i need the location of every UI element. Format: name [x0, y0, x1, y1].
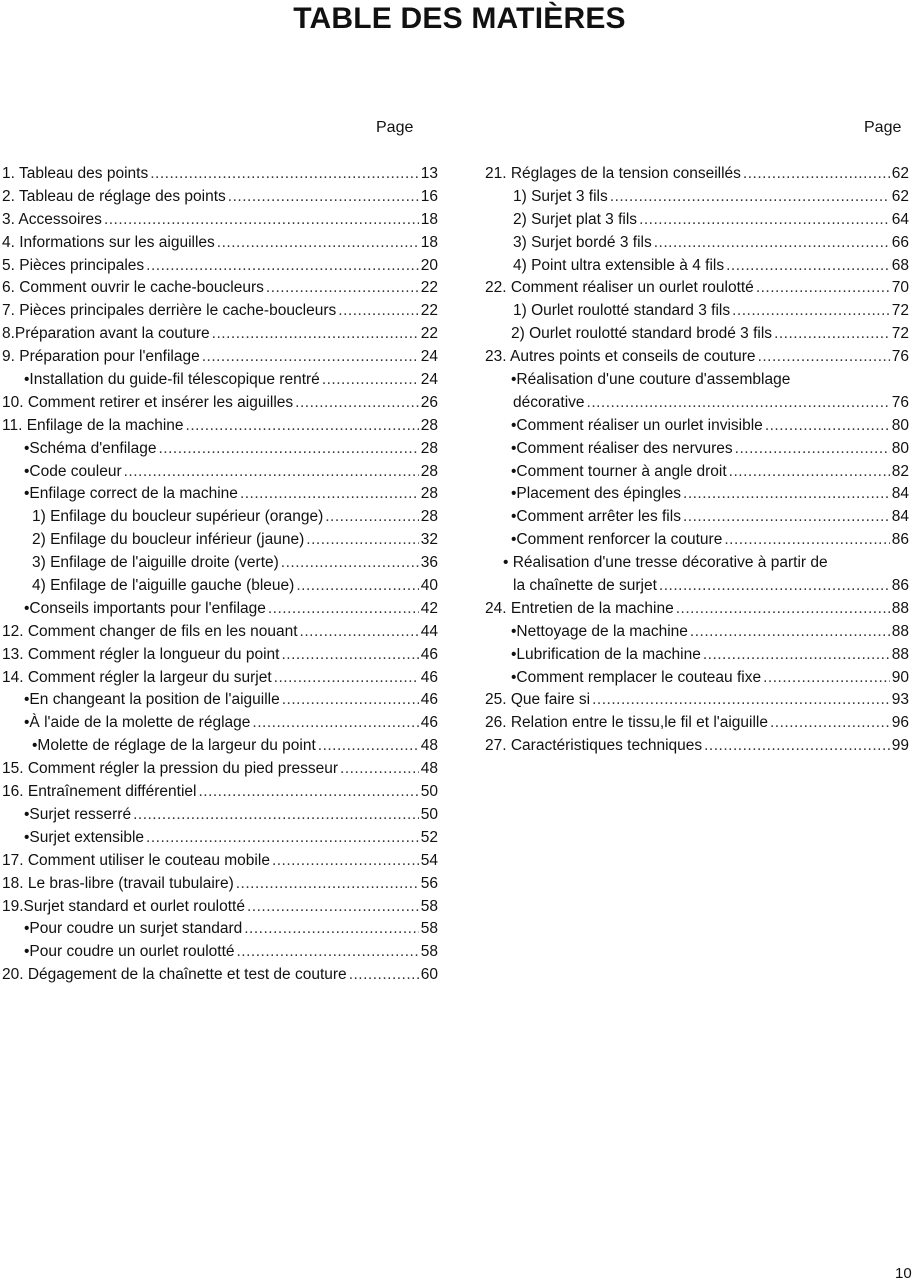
dot-leader	[765, 415, 890, 438]
toc-entry-page: 82	[891, 462, 909, 480]
dot-leader	[150, 163, 419, 186]
toc-entry-page: 42	[420, 599, 438, 617]
toc-entry-title: •Réalisation d'une couture d'assemblage	[511, 371, 791, 389]
toc-entry-page: 32	[420, 531, 438, 549]
toc-entry	[485, 209, 909, 232]
toc-entry	[2, 689, 438, 712]
toc-entry-title: 3. Accessoires	[2, 210, 102, 228]
toc-entry	[485, 644, 909, 667]
toc-entry-page: 88	[891, 622, 909, 640]
toc-entry	[485, 415, 909, 438]
dot-leader	[318, 735, 419, 758]
toc-entry	[2, 758, 438, 781]
toc-entry-title: 25. Que faire si	[485, 691, 591, 709]
toc-entry-title: 8.Préparation avant la couture	[2, 325, 210, 343]
toc-entry	[485, 163, 909, 186]
dot-leader	[281, 552, 419, 575]
dot-leader	[338, 300, 418, 323]
toc-entry-title: 1) Ourlet roulotté standard 3 fils	[513, 302, 731, 320]
dot-leader	[703, 644, 890, 667]
toc-entry	[485, 323, 909, 346]
toc-entry-title: •Surjet resserré	[24, 805, 132, 823]
toc-entry-title: •Comment arrêter les fils	[511, 508, 681, 526]
toc-entry-page: 86	[891, 577, 909, 595]
toc-entry-title: •Comment tourner à angle droit	[511, 462, 727, 480]
toc-entry	[485, 689, 909, 712]
toc-entry-title: 9. Préparation pour l'enfilage	[2, 348, 200, 366]
toc-entry-page: 48	[420, 737, 438, 755]
dot-leader	[349, 964, 419, 987]
dot-leader	[133, 804, 419, 827]
toc-entry-title: •Comment réaliser un ourlet invisible	[511, 416, 763, 434]
page-column-header-left: Page	[376, 119, 414, 136]
dot-leader	[296, 575, 418, 598]
toc-entry-page: 28	[420, 485, 438, 503]
toc-entry-title: •Nettoyage de la machine	[511, 622, 688, 640]
toc-entry	[2, 461, 438, 484]
toc-entry-title: •À l'aide de la molette de réglage	[24, 714, 251, 732]
toc-entry	[2, 575, 438, 598]
toc-entry-title: 20. Dégagement de la chaînette et test de couture	[2, 966, 347, 984]
dot-leader	[676, 598, 890, 621]
dot-leader	[683, 483, 890, 506]
dot-leader	[322, 369, 419, 392]
toc-entry-title: 27. Caractéristiques techniques	[485, 737, 703, 755]
toc-entry	[2, 781, 438, 804]
toc-entry-title: 2) Enfilage du boucleur inférieur (jaune)	[32, 531, 305, 549]
toc-entry-page: 90	[891, 668, 909, 686]
toc-entry-title: 4) Enfilage de l'aiguille gauche (bleue)	[32, 577, 295, 595]
toc-entry	[2, 369, 438, 392]
toc-entry-page: 58	[420, 943, 438, 961]
toc-entry	[2, 392, 438, 415]
dot-leader	[587, 392, 890, 415]
dot-leader	[690, 621, 890, 644]
toc-entry	[485, 712, 909, 735]
toc-entry-page: 84	[891, 508, 909, 526]
toc-entry-page: 22	[420, 279, 438, 297]
toc-entry	[485, 461, 909, 484]
toc-entry	[2, 621, 438, 644]
dot-leader	[244, 918, 419, 941]
toc-entry-title: •Enfilage correct de la machine	[24, 485, 238, 503]
toc-entry	[2, 483, 438, 506]
toc-entry-page: 28	[420, 462, 438, 480]
toc-entry	[485, 255, 909, 278]
toc-entry	[485, 735, 909, 758]
dot-leader	[266, 277, 419, 300]
dot-leader	[683, 506, 890, 529]
toc-entry-title: 12. Comment changer de fils en les nouant	[2, 622, 298, 640]
toc-entry	[2, 667, 438, 690]
toc-entry-title: •Conseils importants pour l'enfilage	[24, 599, 266, 617]
toc-entry-title: 10. Comment retirer et insérer les aiguilles	[2, 393, 294, 411]
toc-entry-page: 50	[420, 805, 438, 823]
toc-entry-title: 18. Le bras-libre (travail tubulaire)	[2, 874, 234, 892]
dot-leader	[659, 575, 890, 598]
dot-leader	[735, 438, 890, 461]
toc-entry	[2, 552, 438, 575]
toc-entry	[2, 346, 438, 369]
dot-leader	[217, 232, 419, 255]
dot-leader	[272, 850, 419, 873]
toc-entry	[2, 529, 438, 552]
dot-leader	[639, 209, 890, 232]
toc-entry	[2, 323, 438, 346]
toc-entry-page: 58	[420, 897, 438, 915]
toc-entry-page: 13	[420, 165, 438, 182]
dot-leader	[340, 758, 419, 781]
toc-entry	[485, 346, 909, 369]
dot-leader	[300, 621, 419, 644]
toc-entry	[2, 918, 438, 941]
toc-entry-title: 5. Pièces principales	[2, 256, 145, 274]
toc-entry-title: 7. Pièces principales derrière le cache-boucleurs	[2, 302, 337, 320]
toc-entry	[2, 804, 438, 827]
toc-right-column	[485, 163, 909, 758]
toc-entry-page: 52	[420, 828, 438, 846]
toc-entry-title: 1) Enfilage du boucleur supérieur (orange)	[32, 508, 324, 526]
toc-entry-page: 68	[891, 256, 909, 274]
toc-entry-page: 46	[420, 645, 438, 663]
toc-entry	[485, 552, 909, 575]
toc-entry-page: 28	[420, 439, 438, 457]
page-column-header-right: Page	[864, 119, 902, 136]
dot-leader	[146, 827, 419, 850]
dot-leader	[704, 735, 890, 758]
toc-entry-title: 4. Informations sur les aiguilles	[2, 233, 215, 251]
toc-entry-title: • Réalisation d'une tresse décorative à partir de	[503, 554, 828, 572]
toc-entry-page: 88	[891, 599, 909, 617]
toc-entry	[2, 964, 438, 987]
toc-entry-title: 6. Comment ouvrir le cache-boucleurs	[2, 279, 264, 297]
toc-entry	[485, 598, 909, 621]
toc-entry-page: 36	[420, 554, 438, 572]
toc-entry-title: •Comment remplacer le couteau fixe	[511, 668, 762, 686]
toc-entry-title: •Schéma d'enfilage	[24, 439, 157, 457]
toc-entry	[485, 438, 909, 461]
dot-leader	[212, 323, 419, 346]
toc-entry	[485, 232, 909, 255]
toc-entry	[2, 896, 438, 919]
toc-entry-title: •Code couleur	[24, 462, 122, 480]
toc-entry	[2, 941, 438, 964]
toc-entry-title: •Pour coudre un surjet standard	[24, 920, 243, 938]
toc-entry-page: 72	[891, 325, 909, 343]
toc-entry-page: 18	[420, 210, 438, 228]
toc-entry-page: 44	[420, 622, 438, 640]
toc-entry-page: 46	[420, 691, 438, 709]
toc-entry-page: 62	[891, 165, 909, 182]
toc-entry-title: 16. Entraînement différentiel	[2, 783, 197, 801]
toc-entry-page: 70	[891, 279, 909, 297]
dot-leader	[654, 232, 890, 255]
toc-entry-page: 56	[420, 874, 438, 892]
toc-entry-page: 24	[420, 348, 438, 366]
toc-entry	[2, 598, 438, 621]
dot-leader	[268, 598, 419, 621]
toc-entry-page: 54	[420, 851, 438, 869]
toc-entry-title: •Installation du guide-fil télescopique rentré	[24, 371, 320, 389]
dot-leader	[756, 277, 890, 300]
dot-leader	[281, 644, 418, 667]
toc-entry-page: 22	[420, 325, 438, 343]
toc-entry-page: 62	[891, 187, 909, 205]
toc-entry	[485, 506, 909, 529]
toc-entry-page: 64	[891, 210, 909, 228]
toc-entry	[2, 438, 438, 461]
toc-entry-page: 96	[891, 714, 909, 732]
dot-leader	[774, 323, 890, 346]
dot-leader	[325, 506, 419, 529]
toc-left-column	[2, 163, 438, 987]
toc-entry-page: 46	[420, 668, 438, 686]
toc-entry-page: 18	[420, 233, 438, 251]
toc-entry-title: 19.Surjet standard et ourlet roulotté	[2, 897, 245, 915]
toc-entry-page: 66	[891, 233, 909, 251]
page-title: TABLE DES MATIÈRES	[293, 2, 626, 35]
toc-entry	[2, 735, 438, 758]
toc-entry-page: 24	[420, 371, 438, 389]
toc-entry-title: 4) Point ultra extensible à 4 fils	[513, 256, 725, 274]
dot-leader	[758, 346, 890, 369]
toc-entry-title: •Surjet extensible	[24, 828, 145, 846]
toc-entry-page: 84	[891, 485, 909, 503]
dot-leader	[104, 209, 419, 232]
toc-entry-title: 24. Entretien de la machine	[485, 599, 674, 617]
dot-leader	[186, 415, 419, 438]
dot-leader	[306, 529, 418, 552]
toc-entry-title: 2) Surjet plat 3 fils	[513, 210, 638, 228]
dot-leader	[236, 873, 419, 896]
toc-entry	[485, 369, 909, 392]
toc-entry-title: •Pour coudre un ourlet roulotté	[24, 943, 235, 961]
toc-entry-title: 21. Réglages de la tension conseillés	[485, 165, 741, 182]
toc-entry-title: 1) Surjet 3 fils	[513, 187, 608, 205]
toc-entry-title: 23. Autres points et conseils de couture	[485, 348, 756, 366]
dot-leader	[237, 941, 419, 964]
dot-leader	[198, 781, 418, 804]
toc-entry	[2, 163, 438, 186]
toc-entry	[485, 529, 909, 552]
toc-entry-title: 2) Ourlet roulotté standard brodé 3 fils	[511, 325, 773, 343]
toc-entry	[485, 667, 909, 690]
toc-entry-page: 72	[891, 302, 909, 320]
toc-entry-title: •Comment renforcer la couture	[511, 531, 723, 549]
toc-entry	[485, 621, 909, 644]
toc-entry-page: 50	[420, 783, 438, 801]
toc-entry	[2, 712, 438, 735]
toc-entry-title: •Lubrification de la machine	[511, 645, 701, 663]
dot-leader	[610, 186, 890, 209]
dot-leader	[770, 712, 890, 735]
toc-entry	[2, 644, 438, 667]
dot-leader	[726, 255, 890, 278]
toc-entry-page: 58	[420, 920, 438, 938]
toc-entry-title: 14. Comment régler la largeur du surjet	[2, 668, 272, 686]
dot-leader	[274, 667, 419, 690]
toc-entry-title: 15. Comment régler la pression du pied presseur	[2, 760, 339, 778]
toc-entry	[485, 300, 909, 323]
dot-leader	[228, 186, 419, 209]
dot-leader	[247, 896, 419, 919]
toc-entry	[2, 186, 438, 209]
toc-entry-title: 13. Comment régler la longueur du point	[2, 645, 280, 663]
toc-entry-page: 60	[420, 966, 438, 984]
toc-entry	[2, 506, 438, 529]
dot-leader	[146, 255, 419, 278]
dot-leader	[295, 392, 419, 415]
toc-entry-page: 80	[891, 416, 909, 434]
toc-entry	[485, 277, 909, 300]
toc-entry-page: 20	[420, 256, 438, 274]
toc-entry-title: 17. Comment utiliser le couteau mobile	[2, 851, 270, 869]
dot-leader	[763, 667, 890, 690]
toc-entry	[485, 483, 909, 506]
toc-entry-page: 28	[420, 416, 438, 434]
toc-entry	[2, 300, 438, 323]
dot-leader	[743, 163, 890, 186]
toc-entry-page: 46	[420, 714, 438, 732]
dot-leader	[282, 689, 419, 712]
toc-entry	[485, 392, 909, 415]
toc-entry-title: •En changeant la position de l'aiguille	[24, 691, 280, 709]
toc-entry-title: 26. Relation entre le tissu,le fil et l'aiguille	[485, 714, 768, 732]
toc-entry-title: 22. Comment réaliser un ourlet roulotté	[485, 279, 754, 297]
toc-entry-page: 22	[420, 302, 438, 320]
toc-entry-title: 11. Enfilage de la machine	[2, 416, 184, 434]
toc-entry	[2, 277, 438, 300]
toc-entry	[2, 827, 438, 850]
dot-leader	[202, 346, 419, 369]
toc-entry-title: la chaînette de surjet	[513, 577, 657, 595]
toc-entry-page: 88	[891, 645, 909, 663]
dot-leader	[240, 483, 419, 506]
toc-entry-page: 76	[891, 348, 909, 366]
toc-entry	[485, 186, 909, 209]
page-number: 10	[895, 1265, 912, 1282]
toc-entry-page: 76	[891, 393, 909, 411]
toc-entry-title: 3) Surjet bordé 3 fils	[513, 233, 652, 251]
toc-entry	[2, 415, 438, 438]
toc-entry-page: 80	[891, 439, 909, 457]
toc-entry	[2, 209, 438, 232]
dot-leader	[732, 300, 890, 323]
toc-entry	[2, 232, 438, 255]
toc-entry-page: 93	[891, 691, 909, 709]
toc-entry-title: •Molette de réglage de la largeur du point	[32, 737, 316, 755]
toc-entry	[485, 575, 909, 598]
toc-entry-title: •Placement des épingles	[511, 485, 682, 503]
toc-entry-page: 28	[420, 508, 438, 526]
toc-entry-page: 99	[891, 737, 909, 755]
dot-leader	[158, 438, 418, 461]
toc-entry-title: •Comment réaliser des nervures	[511, 439, 733, 457]
toc-entry-title: décorative	[513, 393, 585, 411]
toc-entry-page: 86	[891, 531, 909, 549]
toc-entry-title: 3) Enfilage de l'aiguille droite (verte)	[32, 554, 279, 572]
toc-entry-page: 48	[420, 760, 438, 778]
toc-entry	[2, 255, 438, 278]
dot-leader	[252, 712, 418, 735]
toc-entry	[2, 850, 438, 873]
dot-leader	[592, 689, 890, 712]
dot-leader	[724, 529, 889, 552]
toc-entry-title: 1. Tableau des points	[2, 165, 149, 182]
toc-entry-title: 2. Tableau de réglage des points	[2, 187, 226, 205]
toc-entry	[2, 873, 438, 896]
dot-leader	[124, 461, 419, 484]
dot-leader	[729, 461, 890, 484]
toc-entry-page: 16	[420, 187, 438, 205]
toc-entry-page: 40	[420, 577, 438, 595]
toc-entry-page: 26	[420, 393, 438, 411]
